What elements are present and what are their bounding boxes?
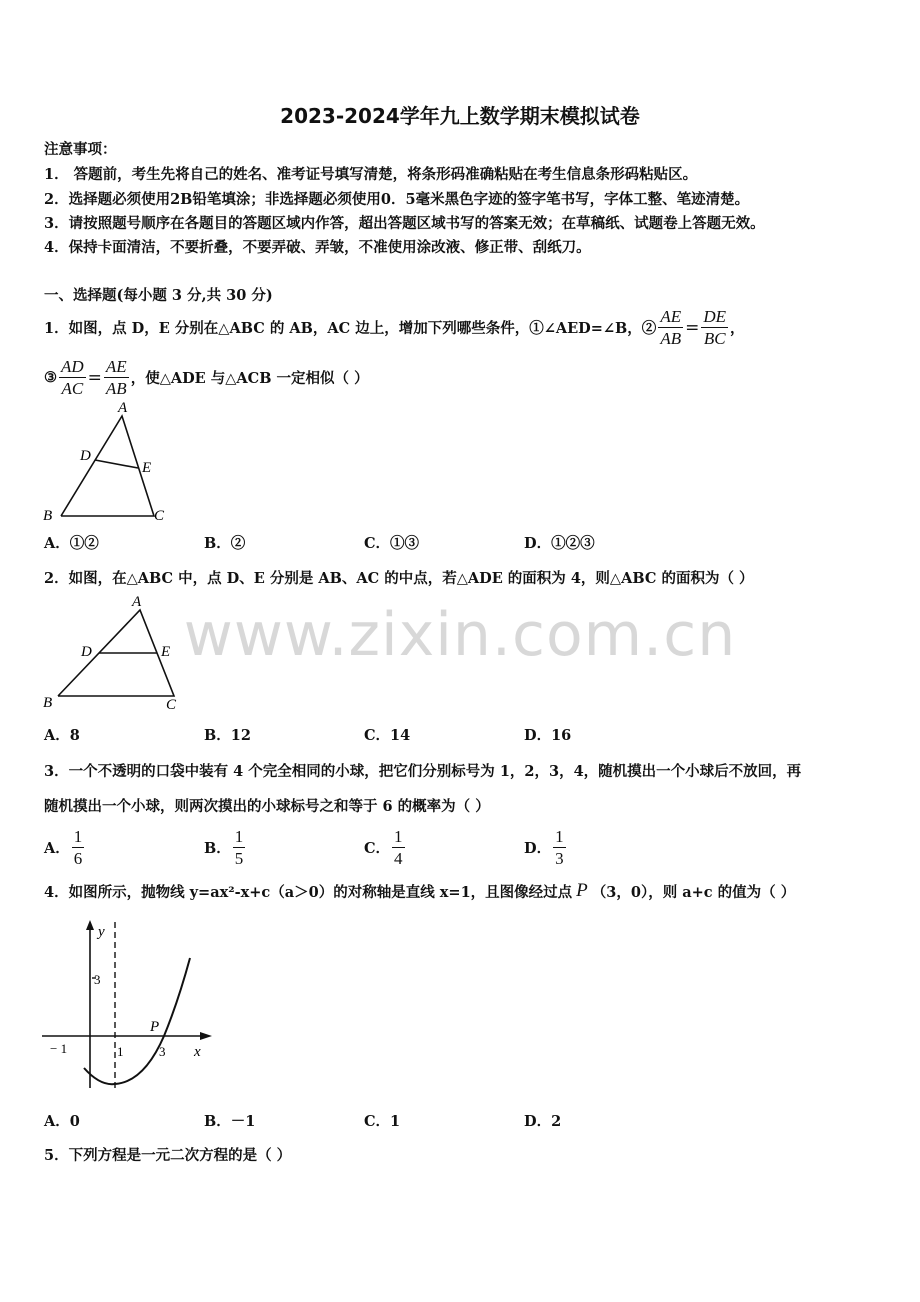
option-c: C．①③ bbox=[364, 535, 420, 552]
option-b: B．12 bbox=[204, 727, 251, 744]
option-d: D．16 bbox=[524, 727, 572, 744]
question-1-line-2 bbox=[44, 356, 369, 399]
svg-text:x: x bbox=[194, 1044, 201, 1060]
fraction: $\frac{1}{4}$ bbox=[394, 827, 403, 868]
svg-text:A: A bbox=[132, 594, 142, 610]
svg-text:y: y bbox=[98, 924, 105, 940]
svg-text:D: D bbox=[80, 448, 91, 464]
fraction: $\frac{AE}{AB}$ bbox=[105, 357, 127, 398]
svg-text:E: E bbox=[161, 644, 171, 660]
notice-item: 1． 答题前，考生先将自己的姓名、准考证号填写清楚，将条形码准确粘贴在考生信息条形码粘贴区。 bbox=[44, 166, 698, 183]
option-b: B． $\frac{1}{5}$ bbox=[204, 827, 244, 868]
option-d: D． $\frac{1}{3}$ bbox=[524, 827, 564, 868]
parabola-graph bbox=[40, 918, 220, 1098]
question-1-line-1 bbox=[44, 306, 745, 349]
option-a: A．0 bbox=[44, 1113, 80, 1130]
point-label: P bbox=[576, 880, 588, 901]
option-a: A．①② bbox=[44, 535, 99, 552]
option-c: C． $\frac{1}{4}$ bbox=[364, 827, 403, 868]
svg-text:D: D bbox=[81, 644, 92, 660]
question-1-text: ，使△ADE 与△ACB 一定相似（ ） bbox=[130, 370, 369, 387]
fraction: $\frac{AD}{AC}$ bbox=[61, 357, 84, 398]
svg-text:3: 3 bbox=[159, 1044, 166, 1059]
svg-text:B: B bbox=[43, 508, 53, 524]
svg-text:C: C bbox=[154, 508, 165, 524]
fraction: $\frac{AE}{AB}$ bbox=[660, 307, 682, 348]
page-title: 2023-2024学年九上数学期末模拟试卷 bbox=[280, 104, 640, 128]
equals-sign: = bbox=[685, 317, 700, 338]
fraction: $\frac{DE}{BC}$ bbox=[703, 307, 727, 348]
question-3-line-2: 随机摸出一个小球，则两次摸出的小球标号之和等于 6 的概率为（ ） bbox=[44, 798, 490, 815]
svg-text:C: C bbox=[166, 697, 177, 713]
option-c: C．14 bbox=[364, 727, 411, 744]
notice-item: 4．保持卡面清洁，不要折叠，不要弄破、弄皱，不准使用涂改液、修正带、刮纸刀。 bbox=[44, 239, 591, 256]
option-c: C．1 bbox=[364, 1113, 401, 1130]
svg-text:P: P bbox=[150, 1019, 160, 1035]
svg-text:− 1: − 1 bbox=[50, 1041, 68, 1056]
option-b: B．－1 bbox=[204, 1113, 256, 1130]
fraction: $\frac{1}{3}$ bbox=[555, 827, 564, 868]
fraction: $\frac{1}{6}$ bbox=[73, 827, 83, 868]
notice-heading: 注意事项： bbox=[44, 141, 117, 158]
option-a: A． $\frac{1}{6}$ bbox=[44, 827, 83, 868]
question-2-text: 2．如图，在△ABC 中，点 D、E 分别是 AB、AC 的中点，若△ADE 的面积为 4，则△ABC 的面积为（ ） bbox=[44, 570, 754, 587]
option-b: B．② bbox=[204, 535, 246, 552]
watermark: www.zixin.com.cn bbox=[183, 600, 737, 670]
svg-text:E: E bbox=[142, 460, 152, 476]
question-1-text: 1．如图，点 D，E 分别在△ABC 的 AB，AC 边上，增加下列哪些条件，①∠AED=∠B，② bbox=[44, 320, 657, 337]
option-a: A．8 bbox=[44, 727, 80, 744]
circled-number: ③ bbox=[44, 369, 57, 386]
section-heading: 一、选择题(每小题 3 分,共 30 分) bbox=[44, 287, 273, 304]
question-4-text: 4．如图所示，抛物线 y=ax²-x+c（a＞0）的对称轴是直线 x=1，且图像经过点 P （3，0），则 a+c 的值为（ ） bbox=[44, 880, 796, 901]
svg-text:1: 1 bbox=[117, 1044, 124, 1059]
question-3-line-1: 3．一个不透明的口袋中装有 4 个完全相同的小球，把它们分别标号为 1，2，3，4，随机摸出一个小球后不放回，再 bbox=[44, 763, 802, 780]
svg-text:A: A bbox=[118, 400, 128, 416]
comma: ， bbox=[730, 320, 745, 337]
question-5-text: 5．下列方程是一元二次方程的是（ ） bbox=[44, 1147, 292, 1164]
svg-text:B: B bbox=[43, 695, 53, 711]
triangle-figure-1 bbox=[40, 398, 180, 526]
triangle-figure-2 bbox=[40, 590, 190, 716]
notice-item: 2．选择题必须使用2B铅笔填涂；非选择题必须使用0．5毫米黑色字迹的签字笔书写，字体工整、笔迹清楚。 bbox=[44, 191, 750, 208]
option-d: D．2 bbox=[524, 1113, 562, 1130]
equals-sign: = bbox=[87, 367, 102, 388]
svg-text:3: 3 bbox=[94, 972, 101, 987]
fraction: $\frac{1}{5}$ bbox=[234, 827, 244, 868]
notice-item: 3．请按照题号顺序在各题目的答题区域内作答，超出答题区域书写的答案无效；在草稿纸、试题卷上答题无效。 bbox=[44, 215, 765, 232]
option-d: D．①②③ bbox=[524, 535, 595, 552]
